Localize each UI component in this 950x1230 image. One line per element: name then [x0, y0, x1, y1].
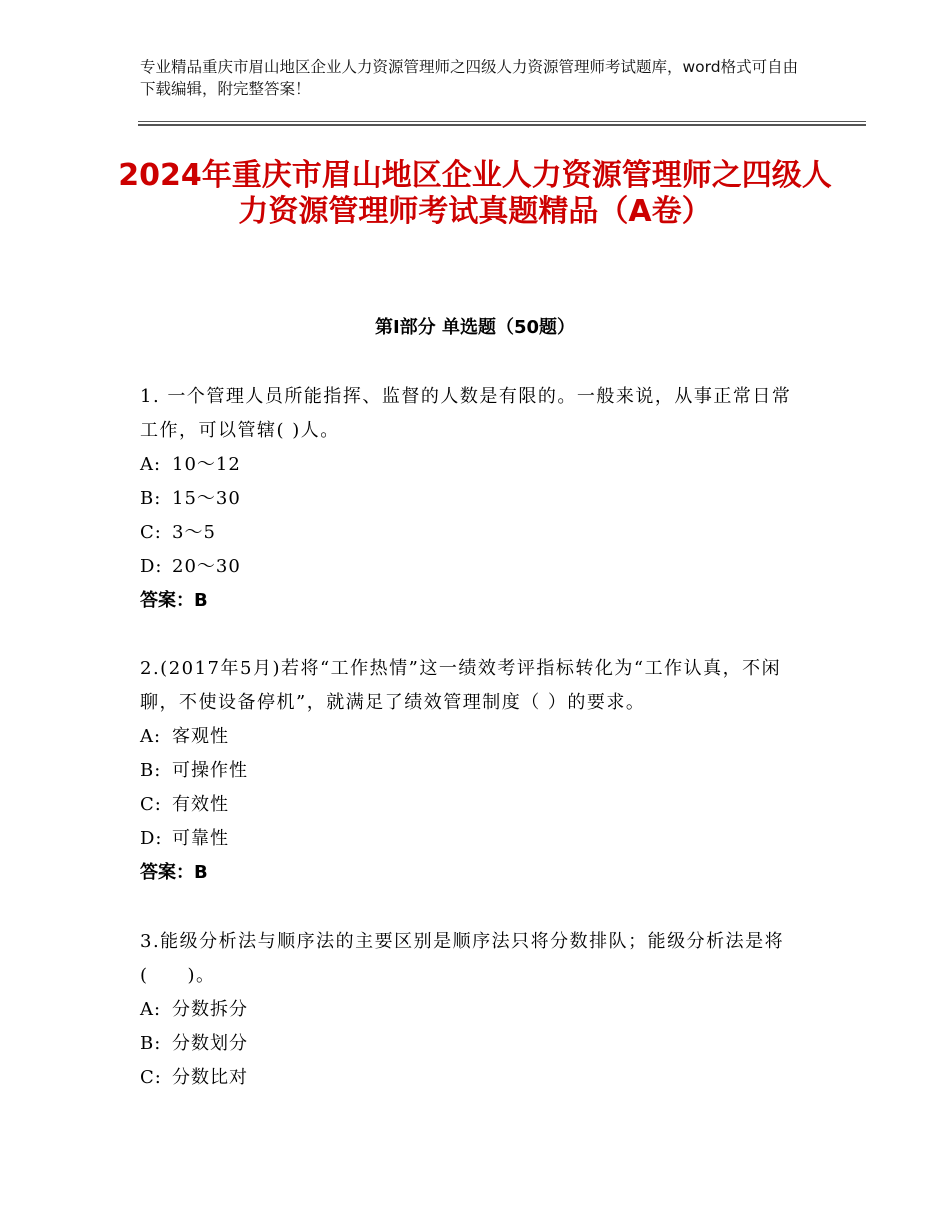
option-letter: C: [140, 794, 162, 815]
option-text: 分数划分 [172, 1033, 248, 1054]
option-letter: A: [140, 454, 162, 475]
option-letter: C: [140, 1067, 162, 1088]
option-letter: B: [140, 760, 162, 781]
option-letter: B: [140, 1033, 162, 1054]
option-c [140, 1061, 810, 1095]
question-text: 1. 一个管理人员所能指挥、监督的人数是有限的。一般来说，从事正常日常工作，可以管辖( )人。 [140, 386, 792, 441]
option-d [140, 550, 810, 584]
option-b [140, 754, 810, 788]
option-b [140, 1027, 810, 1061]
question-1 [140, 380, 810, 618]
option-c [140, 516, 810, 550]
option-b [140, 482, 810, 516]
header-divider-thick [138, 124, 866, 126]
answer: 答案：B [140, 862, 208, 883]
option-text: 客观性 [172, 726, 229, 747]
option-text: 分数拆分 [172, 999, 248, 1020]
option-a [140, 993, 810, 1027]
header-divider-thin [138, 121, 866, 122]
question-3 [140, 925, 810, 1095]
option-letter: D: [140, 556, 163, 577]
option-c [140, 788, 810, 822]
section-heading: 第Ⅰ部分 单选题（50题） [374, 317, 575, 338]
option-text: 可操作性 [172, 760, 248, 781]
header-note: 专业精品重庆市眉山地区企业人力资源管理师之四级人力资源管理师考试题库，word格式可自由下载编辑，附完整答案！ [140, 58, 799, 98]
option-text: 可靠性 [172, 828, 229, 849]
option-a [140, 448, 810, 482]
option-text: 10～12 [172, 454, 241, 475]
option-text: 有效性 [172, 794, 229, 815]
option-letter: A: [140, 726, 162, 747]
document-title: 2024年重庆市眉山地区企业人力资源管理师之四级人力资源管理师考试真题精品（A卷） [118, 158, 832, 229]
option-text: 20～30 [172, 556, 241, 577]
option-a [140, 720, 810, 754]
option-text: 分数比对 [172, 1067, 248, 1088]
option-letter: C: [140, 522, 162, 543]
option-letter: B: [140, 488, 162, 509]
answer: 答案：B [140, 590, 208, 611]
option-d [140, 822, 810, 856]
option-text: 15～30 [172, 488, 241, 509]
option-text: 3～5 [172, 522, 216, 543]
question-2 [140, 652, 810, 890]
option-letter: D: [140, 828, 163, 849]
question-text: 3.能级分析法与顺序法的主要区别是顺序法只将分数排队；能级分析法是将( )。 [140, 931, 785, 986]
question-text: 2.(2017年5月)若将“工作热情”这一绩效考评指标转化为“工作认真，不闲聊，不使设备停机”，就满足了绩效管理制度（ ）的要求。 [140, 658, 782, 713]
option-letter: A: [140, 999, 162, 1020]
